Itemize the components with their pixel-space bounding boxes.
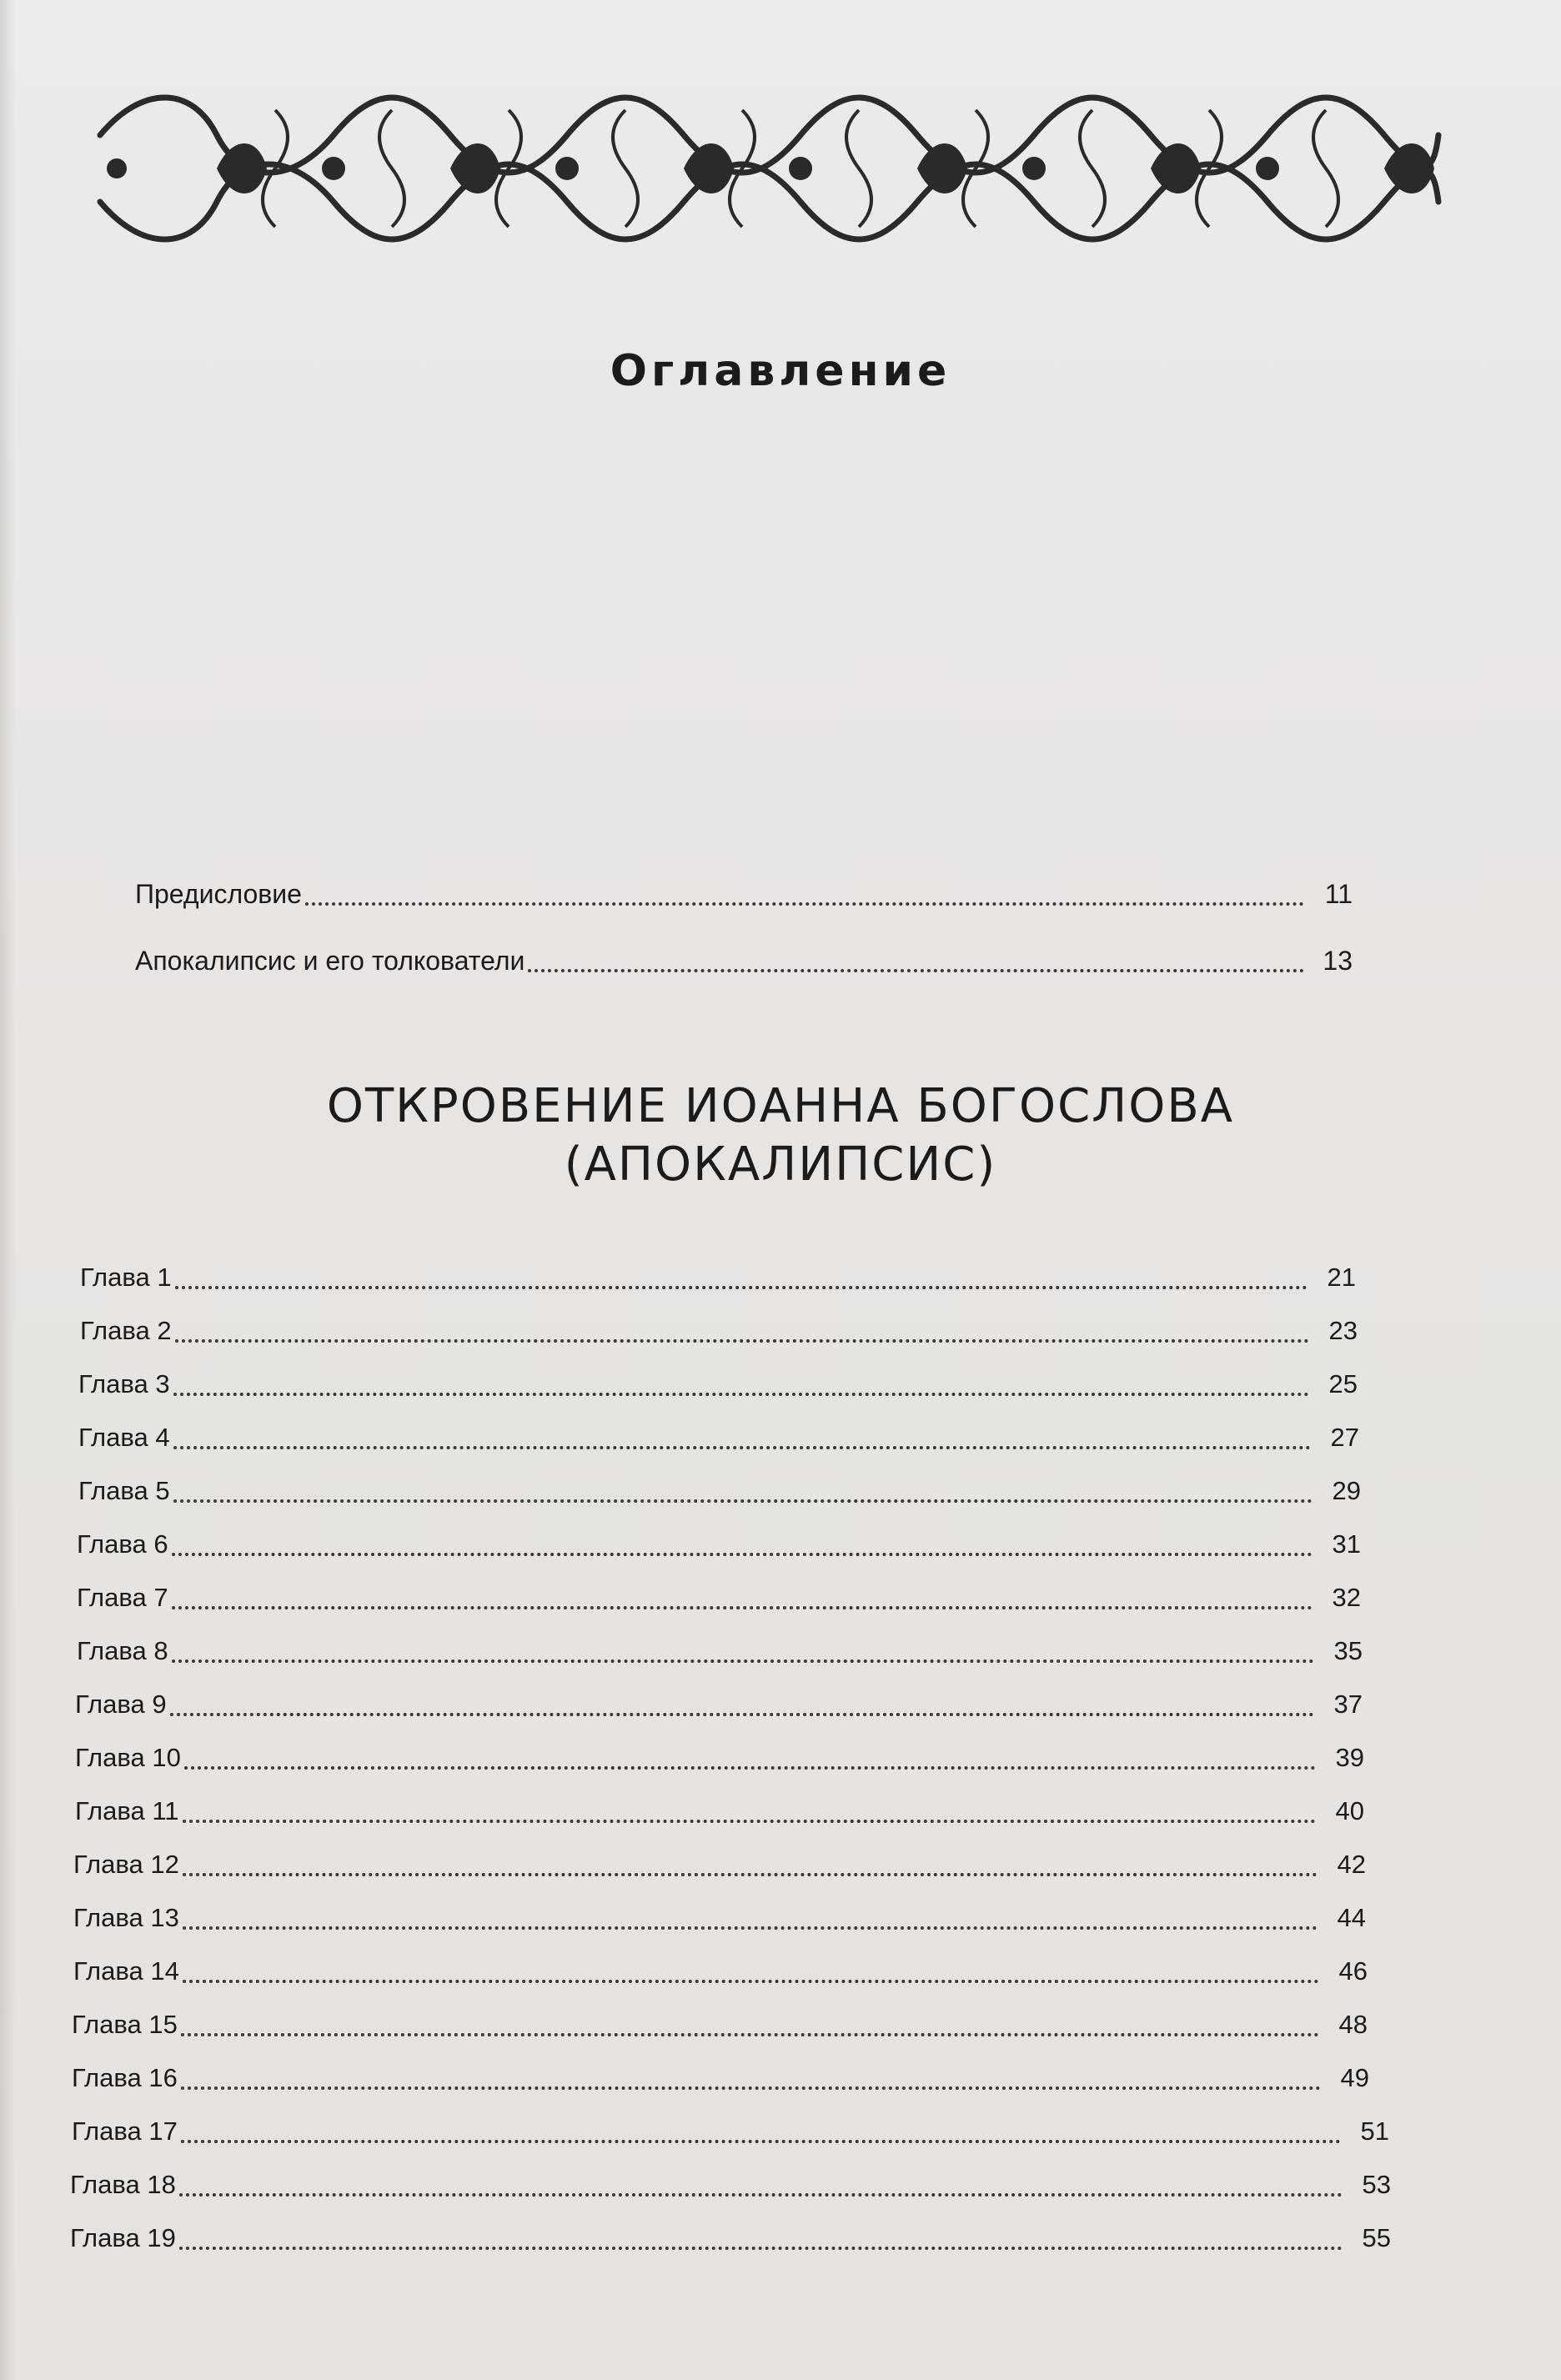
toc-entry-chapter[interactable] xyxy=(78,1419,1359,1454)
toc-page-number: 44 xyxy=(1337,1903,1366,1932)
toc-entry-label: Глава 15 xyxy=(72,2010,178,2039)
toc-entry-chapter[interactable] xyxy=(77,1579,1361,1614)
toc-entry-chapter[interactable] xyxy=(77,1633,1363,1668)
toc-page-number: 13 xyxy=(1323,946,1353,976)
dot-leader xyxy=(528,969,1304,972)
dot-leader xyxy=(181,2033,1319,2036)
dot-leader xyxy=(183,1926,1318,1930)
toc-page-number: 37 xyxy=(1333,1690,1363,1719)
toc-entry-label: Глава 3 xyxy=(78,1369,170,1398)
toc-page-number: 35 xyxy=(1333,1636,1363,1665)
toc-page-number: 48 xyxy=(1338,2010,1368,2039)
toc-page-number: 55 xyxy=(1362,2223,1391,2252)
dot-leader xyxy=(184,1766,1316,1770)
dot-leader xyxy=(175,1286,1308,1289)
toc-page-number: 23 xyxy=(1328,1316,1358,1345)
toc-entry-label: Глава 4 xyxy=(78,1423,170,1452)
toc-entry-label: Апокалипсис и его толкователи xyxy=(135,946,525,976)
toc-entry-label: Глава 7 xyxy=(77,1583,168,1612)
dot-leader xyxy=(305,902,1304,906)
toc-entry-chapter[interactable] xyxy=(70,2220,1391,2255)
toc-entry-label: Глава 9 xyxy=(75,1690,167,1719)
toc-entry-chapter[interactable] xyxy=(73,1846,1366,1881)
toc-page-number: 25 xyxy=(1328,1369,1358,1398)
section-heading-line-1: ОТКРОВЕНИЕ ИОАННА БОГОСЛОВА xyxy=(326,1079,1235,1133)
toc-entry-chapter[interactable] xyxy=(73,1900,1366,1935)
toc-page-number: 27 xyxy=(1330,1423,1359,1452)
dot-leader xyxy=(183,1873,1318,1876)
toc-entry-chapter[interactable] xyxy=(70,2167,1391,2202)
toc-entry-label: Глава 6 xyxy=(77,1529,168,1559)
dot-leader xyxy=(172,1553,1313,1556)
toc-page-number: 53 xyxy=(1362,2170,1391,2199)
toc-page-number: 51 xyxy=(1360,2116,1389,2146)
toc-entry-label: Предисловие xyxy=(135,879,302,909)
ornamental-header-band xyxy=(92,77,1443,244)
toc-page-number: 21 xyxy=(1327,1263,1356,1292)
toc-entry-label: Глава 16 xyxy=(72,2063,178,2092)
toc-page-number: 42 xyxy=(1337,1850,1366,1879)
dot-leader xyxy=(172,1659,1314,1663)
dot-leader xyxy=(173,1446,1311,1449)
dot-leader xyxy=(173,1393,1309,1396)
toc-page-number: 29 xyxy=(1332,1476,1361,1505)
toc-page-number: 31 xyxy=(1332,1529,1361,1559)
toc-entry-chapter[interactable] xyxy=(77,1526,1361,1561)
toc-entry-label: Глава 1 xyxy=(80,1263,172,1292)
dot-leader xyxy=(173,1499,1313,1503)
dot-leader xyxy=(172,1606,1313,1609)
toc-entry-chapter[interactable] xyxy=(75,1793,1364,1828)
toc-entry-chapter[interactable] xyxy=(80,1259,1356,1294)
toc-entry-chapter[interactable] xyxy=(73,1953,1368,1988)
toc-page-number: 39 xyxy=(1335,1743,1364,1772)
toc-entry-chapter[interactable] xyxy=(72,2060,1369,2095)
toc-entry-chapter[interactable] xyxy=(75,1740,1364,1775)
toc-page-number: 32 xyxy=(1332,1583,1361,1612)
dot-leader xyxy=(181,2140,1341,2143)
toc-page-number: 40 xyxy=(1335,1796,1364,1825)
toc-entry-label: Глава 10 xyxy=(75,1743,181,1772)
toc-entry-interpreters[interactable] xyxy=(135,942,1353,977)
dot-leader xyxy=(181,2086,1321,2090)
toc-entry-label: Глава 14 xyxy=(73,1956,179,1986)
dot-leader xyxy=(175,1339,1309,1343)
toc-entry-label: Глава 18 xyxy=(70,2170,176,2199)
dot-leader xyxy=(170,1713,1314,1716)
toc-entry-label: Глава 17 xyxy=(72,2116,178,2146)
toc-entry-label: Глава 8 xyxy=(77,1636,168,1665)
toc-entry-chapter[interactable] xyxy=(75,1686,1363,1721)
toc-entry-chapter[interactable] xyxy=(78,1473,1361,1508)
section-heading-line-2: (АПОКАЛИПСИС) xyxy=(564,1137,997,1192)
dot-leader xyxy=(183,1980,1319,1983)
toc-page-number: 46 xyxy=(1338,1956,1368,1986)
toc-entry-chapter[interactable] xyxy=(80,1313,1358,1348)
dot-leader xyxy=(179,2193,1343,2197)
toc-entry-label: Глава 13 xyxy=(73,1903,179,1932)
toc-entry-label: Глава 5 xyxy=(78,1476,170,1505)
toc-entry-preface[interactable] xyxy=(135,876,1353,911)
toc-heading: Оглавление xyxy=(610,346,951,396)
toc-page-number: 11 xyxy=(1324,879,1353,909)
toc-entry-chapter[interactable] xyxy=(72,2006,1368,2041)
toc-entry-label: Глава 2 xyxy=(80,1316,172,1345)
toc-entry-label: Глава 12 xyxy=(73,1850,179,1879)
dot-leader xyxy=(183,1820,1316,1823)
section-heading xyxy=(0,1077,1561,1194)
dot-leader xyxy=(179,2247,1343,2250)
toc-entry-chapter[interactable] xyxy=(72,2113,1389,2148)
toc-entry-label: Глава 11 xyxy=(75,1796,179,1825)
toc-entry-label: Глава 19 xyxy=(70,2223,176,2252)
toc-entry-chapter[interactable] xyxy=(78,1366,1358,1401)
toc-page-number: 49 xyxy=(1340,2063,1369,2092)
